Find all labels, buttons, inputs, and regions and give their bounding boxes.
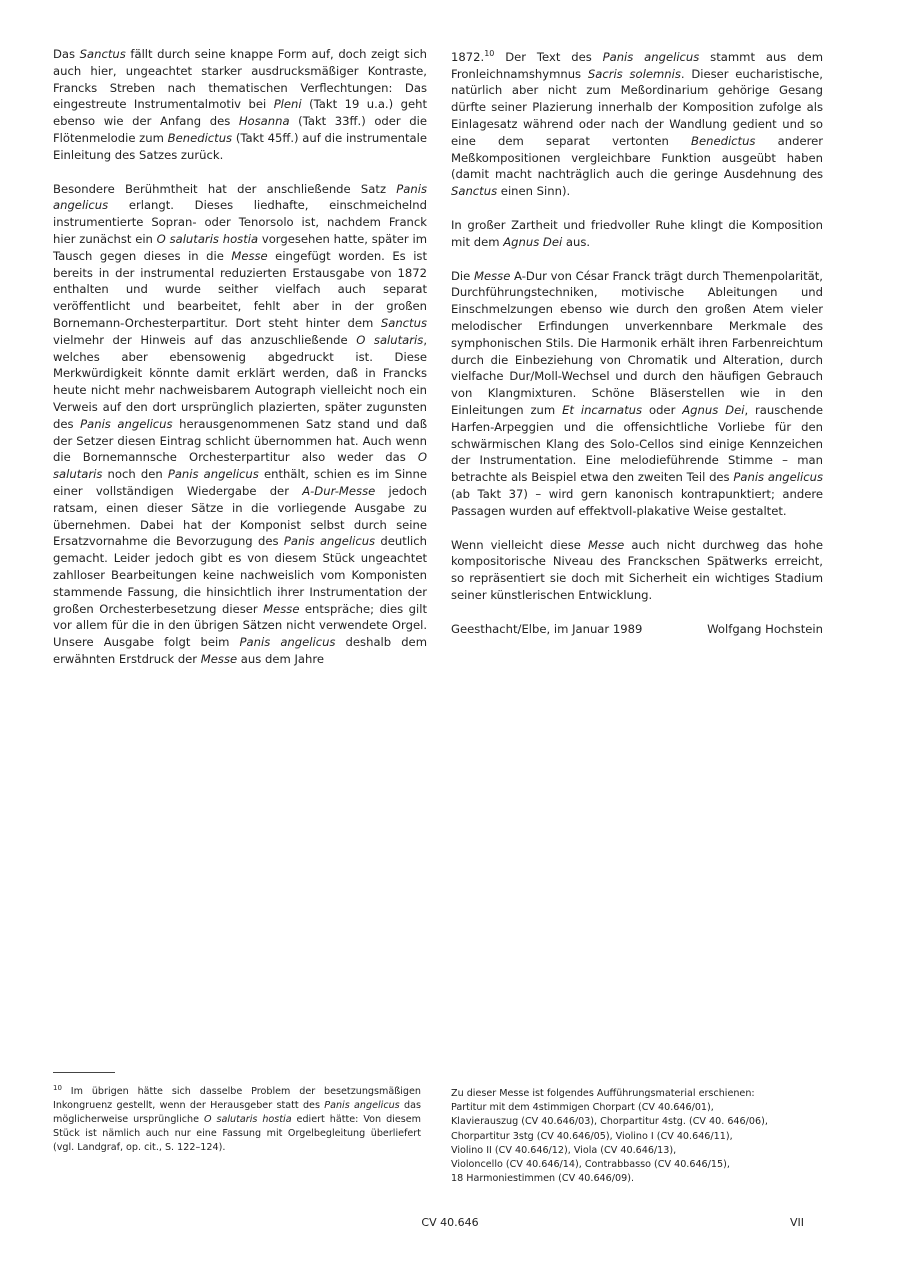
place-date: Geesthacht/Elbe, im Januar 1989 bbox=[451, 621, 643, 636]
performance-material-list bbox=[451, 1087, 823, 1186]
material-line: Violoncello (CV 40.646/14), Contrabbasso (CV 40.646/15), bbox=[451, 1159, 730, 1171]
material-line: Violino II (CV 40.646/12), Viola (CV 40.646/13), bbox=[451, 1144, 677, 1156]
material-line: Partitur mit dem 4stimmigen Chorpart (CV 40.646/01), bbox=[451, 1102, 714, 1114]
left-column bbox=[53, 46, 427, 685]
catalog-number: CV 40.646 bbox=[421, 1216, 479, 1229]
paragraph-panis-angelicus: Besondere Berühmtheit hat der anschließende Satz Panis angelicus erlangt. Dieses liedhafte, einschmeichelnd instrumentierte Sopran- oder Tenorsolo ist, nachdem Franck hier zunächst ein O salutaris hostia vorgesehen hatte, später im Tausch gegen dieses in die Messe eingefügt worden. Es ist bereits in der instrumental reduzierten Erstausgabe von 1872 enthalten und wurde seither vielfach auch separat veröffentlicht und bearbeitet, fehlt aber in der großen Bornemann-Orchesterpartitur. Dort steht hinter dem Sanctus vielmehr der Hinweis auf das anzuschließende O salutaris, welches aber ebensowenig abgedruckt ist. Diese Merkwürdigkeit könnte damit erklärt werden, daß in Francks heute nicht mehr nachweisbarem Autograph vielleicht noch ein Verweis auf den dort ursprünglich plazierten, später zugunsten des Panis angelicus herausgenommenen Satz stand und daß der Setzer diesen Eintrag schlicht übernommen hat. Auch wenn die Bornemannsche Orchesterpartitur also weder das O salutaris noch den Panis angelicus enthält, schien es im Sinne einer vollständigen Wiedergabe der A-Dur-Messe jedoch ratsam, einen dieser Sätze in die vorliegende Ausgabe zu übernehmen. Dabei hat der Komponist selbst durch seine Ersatzvornahme die Bevorzugung des Panis angelicus deutlich gemacht. Leider jedoch gibt es von diesem Stück ungeachtet zahlloser Bearbeitungen keine nachweislich vom Komponisten stammende Fassung, die hinsichtlich ihrer Instrumentation der großen Orchesterbesetzung dieser Messe entspräche; dies gilt vor allem für die in den übrigen Sätzen nicht verwendete Orgel. Unsere Ausgabe folgt beim Panis angelicus deshalb dem erwähnten Erstdruck der Messe aus dem Jahre bbox=[53, 181, 428, 666]
footnote-10: $^{10}$ Im übrigen hätte sich dasselbe Problem der besetzungsmäßigen Inkongruenz gestellt, wenn der Herausgeber statt des Panis angelicus das möglicherweise ursprüngliche O salutaris hostia ediert hätte: Von diesem Stück ist nämlich auch nur eine Fassung mit Orgelbegleitung überliefert (vgl. Landgraf, op. cit., S. 122–124). bbox=[53, 1084, 421, 1154]
paragraph-agnus-dei: In großer Zartheit und friedvoller Ruhe klingt die Komposition mit dem Agnus Dei aus. bbox=[451, 218, 823, 249]
paragraph-symphonic-style: Die Messe A-Dur von César Franck trägt durch Themenpolarität, Durchführungstechniken, motivische Ableitungen und Einschmelzungen ebenso wie durch den großen Atem vieler melodischer Erfindungen unverkennbare Merkmale des symphonischen Stils. Die Harmonik erhält ihren Farbenreichtum durch die Einbeziehung von Chromatik und Alteration, durch vielfache Dur/Moll-Wechsel und durch den häufigen Gebrauch von Klangmixturen. Schöne Bläserstellen wie in den Einleitungen zum Et incarnatus oder Agnus Dei, rauschende Harfen-Arpeggien und die offensichtliche Vorliebe für den schwärmischen Klang des Solo-Cellos sind einige Kennzeichen der Instrumentation. Eine melodieführende Stimme – man betrachte als Beispiel etwa den zweiten Teil des Panis angelicus (ab Takt 37) – wird gern kanonisch kontrapunktiert; andere Passagen wurden auf effektvoll-plakative Weise gestaltet. bbox=[451, 268, 823, 518]
paragraph-sanctus: Das Sanctus fällt durch seine knappe Form auf, doch zeigt sich auch hier, ungeachtet starker ausdrucksmäßiger Kontraste, Francks Streben nach thematischen Verflechtungen: Das eingestreute Instrumentalmotiv bei Pleni (Takt 19 u.a.) geht ebenso wie der Anfang des Hosanna (Takt 33ff.) oder die Flötenmelodie zum Benedictus (Takt 45ff.) auf die instrumentale Einleitung des Satzes zurück. bbox=[53, 47, 428, 162]
footnote-rule bbox=[53, 1072, 115, 1073]
paragraph-text-source: 1872.10 Der Text des Panis angelicus stammt aus dem Fronleichnamshymnus Sacris solemnis. Dieser eucharistische, natürlich aber nicht zum Meßordinarium gehörige Gesang dürfte seiner Plazierung innerhalb der Komposition zufolge als Einlagesatz während oder nach der Wandlung gedient und so eine dem separat vertonten Benedictus anderer Meßkompositionen vergleichbare Funktion ausgeübt haben (damit macht nachträglich auch die geringe Ausdehnung des Sanctus einen Sinn). bbox=[451, 49, 823, 199]
material-line: Zu dieser Messe ist folgendes Aufführungsmaterial erschienen: bbox=[451, 1088, 755, 1099]
paragraph-conclusion: Wenn vielleicht diese Messe auch nicht durchweg das hohe kompositorische Niveau des Franckschen Spätwerks erreicht, so repräsentiert sie doch mit Sicherheit ein wichtiges Stadium seiner künstlerischen Entwicklung. bbox=[451, 537, 823, 602]
page-number: VII bbox=[790, 1216, 805, 1229]
material-line: Klavierauszug (CV 40.646/03), Chorpartitur 4stg. (CV 40. 646/06), bbox=[451, 1116, 768, 1128]
material-line: 18 Harmoniestimmen (CV 40.646/09). bbox=[451, 1173, 634, 1185]
author-name: Wolfgang Hochstein bbox=[707, 621, 823, 636]
right-column bbox=[451, 46, 823, 638]
signature-line bbox=[451, 621, 823, 638]
material-line: Chorpartitur 3stg (CV 40.646/05), Violino I (CV 40.646/11), bbox=[451, 1130, 733, 1142]
